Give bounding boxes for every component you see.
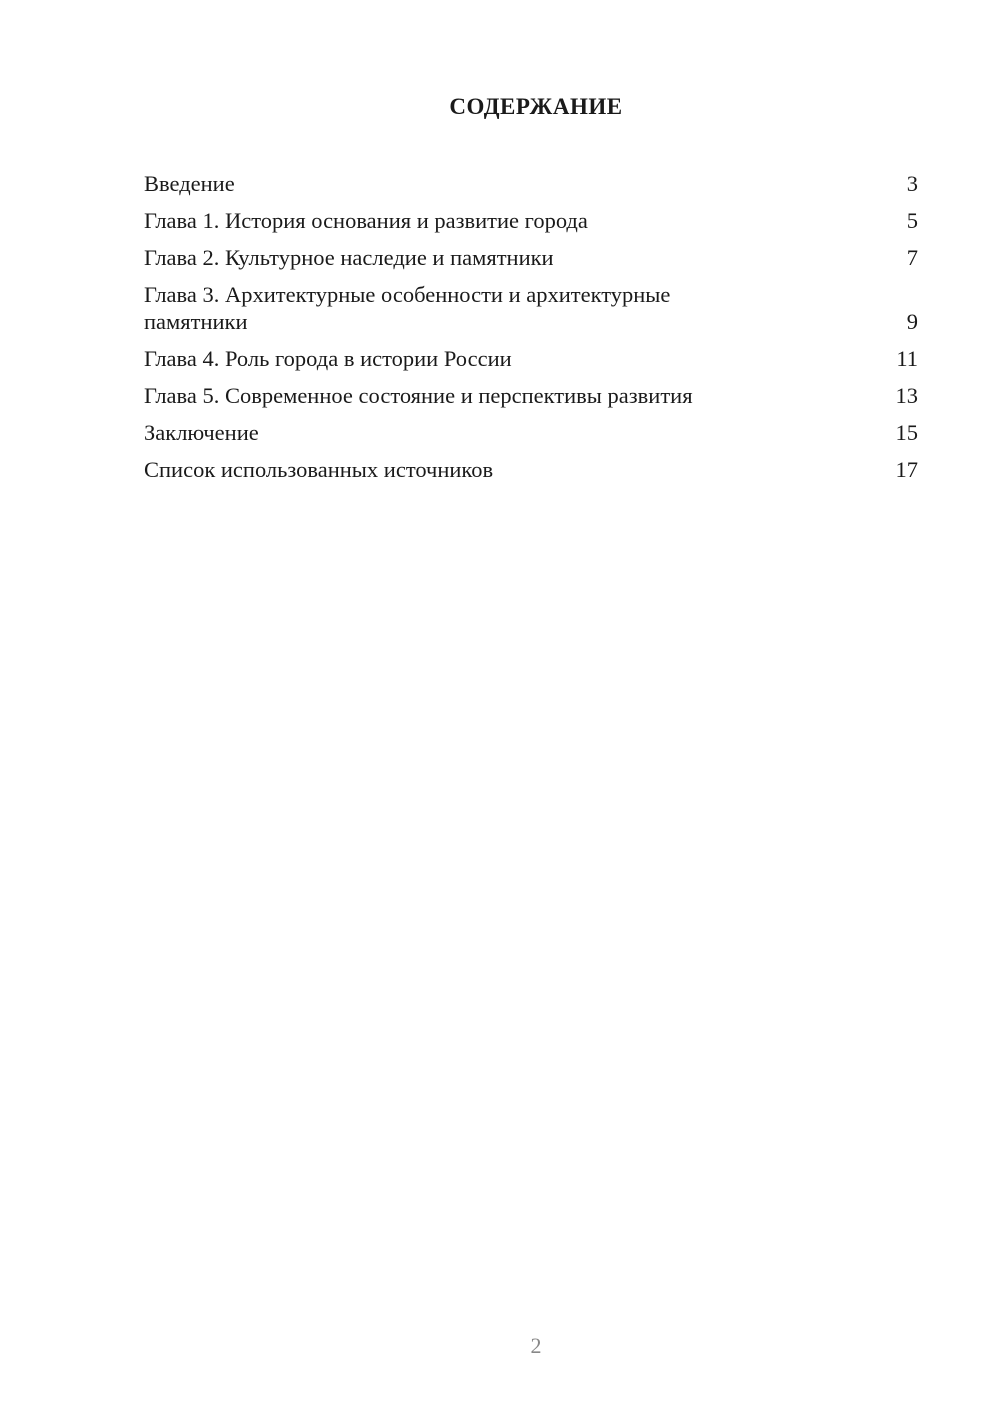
toc-entry-page: 11 — [896, 346, 918, 371]
toc-entry-page: 5 — [906, 208, 918, 233]
toc-entry-label: Список использованных источников — [144, 457, 494, 482]
table-of-contents — [144, 170, 918, 493]
toc-entry — [144, 207, 918, 234]
toc-entry-label: Глава 2. Культурное наследие и памятники — [144, 245, 554, 270]
toc-entry-label: Глава 3. Архитектурные особенности и архитектурные памятники — [144, 282, 671, 334]
toc-entry-label: Глава 4. Роль города в истории России — [144, 346, 512, 371]
page-number: 2 — [530, 1333, 542, 1358]
page-title: СОДЕРЖАНИЕ — [449, 94, 623, 119]
toc-entry-page: 13 — [895, 383, 918, 408]
toc-entry — [144, 456, 918, 483]
toc-entry — [144, 345, 918, 372]
toc-entry — [144, 244, 918, 271]
toc-entry-label: Введение — [144, 171, 235, 196]
toc-entry-page: 17 — [895, 457, 918, 482]
toc-entry-page: 7 — [906, 245, 918, 270]
toc-entry-label: Глава 5. Современное состояние и перспективы развития — [144, 383, 693, 408]
toc-entry — [144, 382, 918, 409]
toc-entry-label: Глава 1. История основания и развитие города — [144, 208, 588, 233]
toc-entry-page: 3 — [906, 171, 918, 196]
toc-entry-label: Заключение — [144, 420, 259, 445]
toc-entry-page: 9 — [906, 309, 918, 334]
toc-entry — [144, 170, 918, 197]
toc-entry-page: 15 — [895, 420, 918, 445]
toc-entry — [144, 281, 918, 335]
toc-entry — [144, 419, 918, 446]
